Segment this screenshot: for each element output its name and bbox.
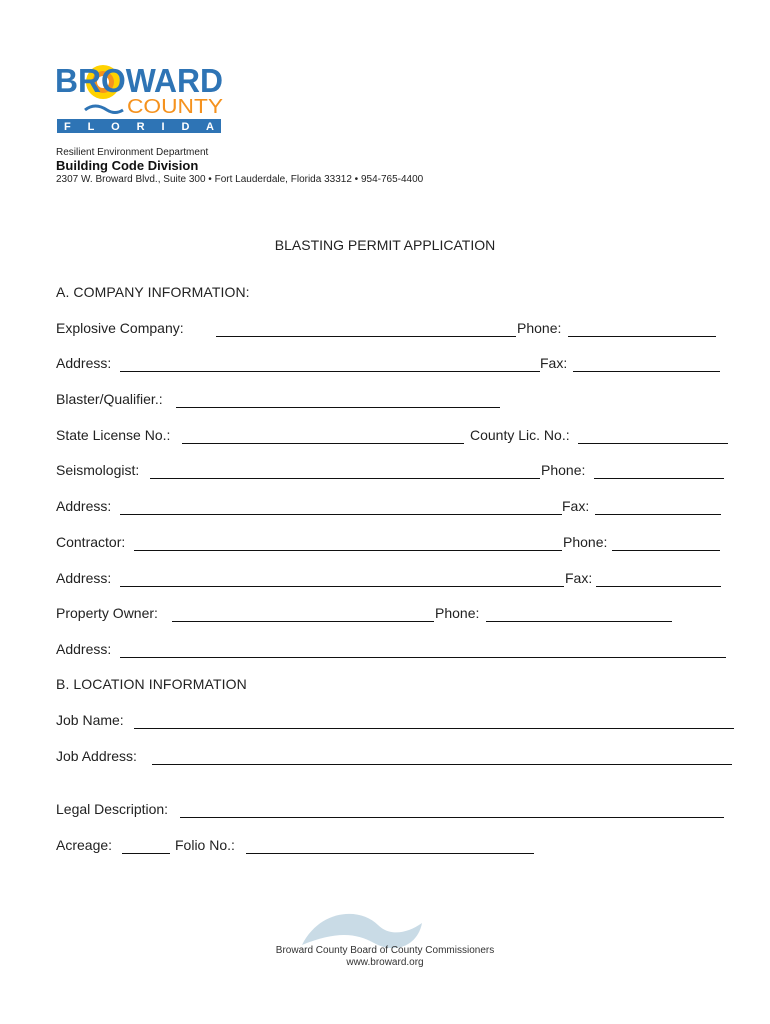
address-label: Address: (56, 355, 112, 371)
seismologist-field[interactable] (150, 478, 540, 479)
legal-description-row (56, 801, 726, 819)
phone-label: Phone: (563, 534, 608, 550)
seismologist-phone-field[interactable] (594, 478, 724, 479)
acreage-field[interactable] (122, 853, 170, 854)
address-label: Address: (56, 641, 112, 657)
seismologist-address-field[interactable] (120, 514, 562, 515)
section-b-heading: B. LOCATION INFORMATION (56, 676, 247, 692)
contractor-address-row (56, 570, 726, 588)
phone-label: Phone: (435, 605, 480, 621)
contractor-address-field[interactable] (120, 586, 564, 587)
owner-address-field[interactable] (120, 657, 726, 658)
property-owner-label: Property Owner: (56, 605, 158, 621)
legal-description-label: Legal Description: (56, 801, 169, 817)
acreage-label: Acreage: (56, 837, 113, 853)
job-name-row (56, 712, 736, 730)
footer-website-link[interactable]: www.broward.org (346, 957, 424, 968)
address-label: Address: (56, 570, 112, 586)
folio-label: Folio No.: (175, 837, 235, 853)
contractor-phone-field[interactable] (612, 550, 720, 551)
job-name-label: Job Name: (56, 712, 124, 728)
company-fax-field[interactable] (573, 371, 720, 372)
job-address-row (56, 748, 736, 766)
contractor-label: Contractor: (56, 534, 126, 550)
county-lic-field[interactable] (578, 443, 728, 444)
county-lic-label: County Lic. No.: (470, 427, 570, 443)
job-address-label: Job Address: (56, 748, 137, 764)
broward-county-logo (55, 60, 225, 136)
owner-address-row (56, 641, 726, 659)
blaster-label: Blaster/Qualifier.: (56, 391, 163, 407)
property-owner-field[interactable] (172, 621, 434, 622)
seismologist-fax-field[interactable] (595, 514, 721, 515)
property-owner-phone-field[interactable] (486, 621, 672, 622)
address-label: Address: (56, 498, 112, 514)
property-owner-row (56, 605, 726, 623)
company-address-field[interactable] (120, 371, 540, 372)
blaster-row (56, 391, 726, 409)
blaster-field[interactable] (176, 407, 500, 408)
explosive-company-label: Explosive Company: (56, 320, 184, 336)
contractor-row (56, 534, 726, 552)
form-title: BLASTING PERMIT APPLICATION (274, 237, 496, 253)
state-license-label: State License No.: (56, 427, 171, 443)
department-name: Resilient Environment Department (56, 147, 209, 158)
contractor-fax-field[interactable] (596, 586, 721, 587)
explosive-company-phone-field[interactable] (568, 336, 716, 337)
contractor-field[interactable] (134, 550, 562, 551)
phone-label: Phone: (517, 320, 562, 336)
seismologist-row (56, 462, 726, 480)
logo-word-broward: BROWARD (55, 62, 223, 99)
explosive-company-row (56, 320, 726, 338)
fax-label: Fax: (562, 498, 590, 514)
job-address-field[interactable] (152, 764, 732, 765)
folio-field[interactable] (246, 853, 534, 854)
office-address: 2307 W. Broward Blvd., Suite 300 • Fort Lauderdale, Florida 33312 • 954-765-4400 (56, 174, 424, 185)
division-name: Building Code Division (56, 158, 199, 173)
fax-label: Fax: (565, 570, 593, 586)
state-license-field[interactable] (182, 443, 464, 444)
logo-word-florida: F L O R I D A (64, 121, 214, 133)
company-address-row (56, 355, 726, 373)
section-a-heading: A. COMPANY INFORMATION: (56, 284, 250, 300)
wave-icon (85, 106, 123, 113)
explosive-company-field[interactable] (216, 336, 516, 337)
license-row (56, 427, 728, 445)
seismologist-address-row (56, 498, 726, 516)
legal-description-field[interactable] (180, 817, 724, 818)
phone-label: Phone: (541, 462, 586, 478)
job-name-field[interactable] (134, 728, 734, 729)
acreage-row (56, 837, 726, 855)
seismologist-label: Seismologist: (56, 462, 140, 478)
footer-board-name: Broward County Board of County Commissioners (275, 945, 495, 956)
logo-word-county: COUNTY (127, 96, 223, 118)
fax-label: Fax: (540, 355, 568, 371)
